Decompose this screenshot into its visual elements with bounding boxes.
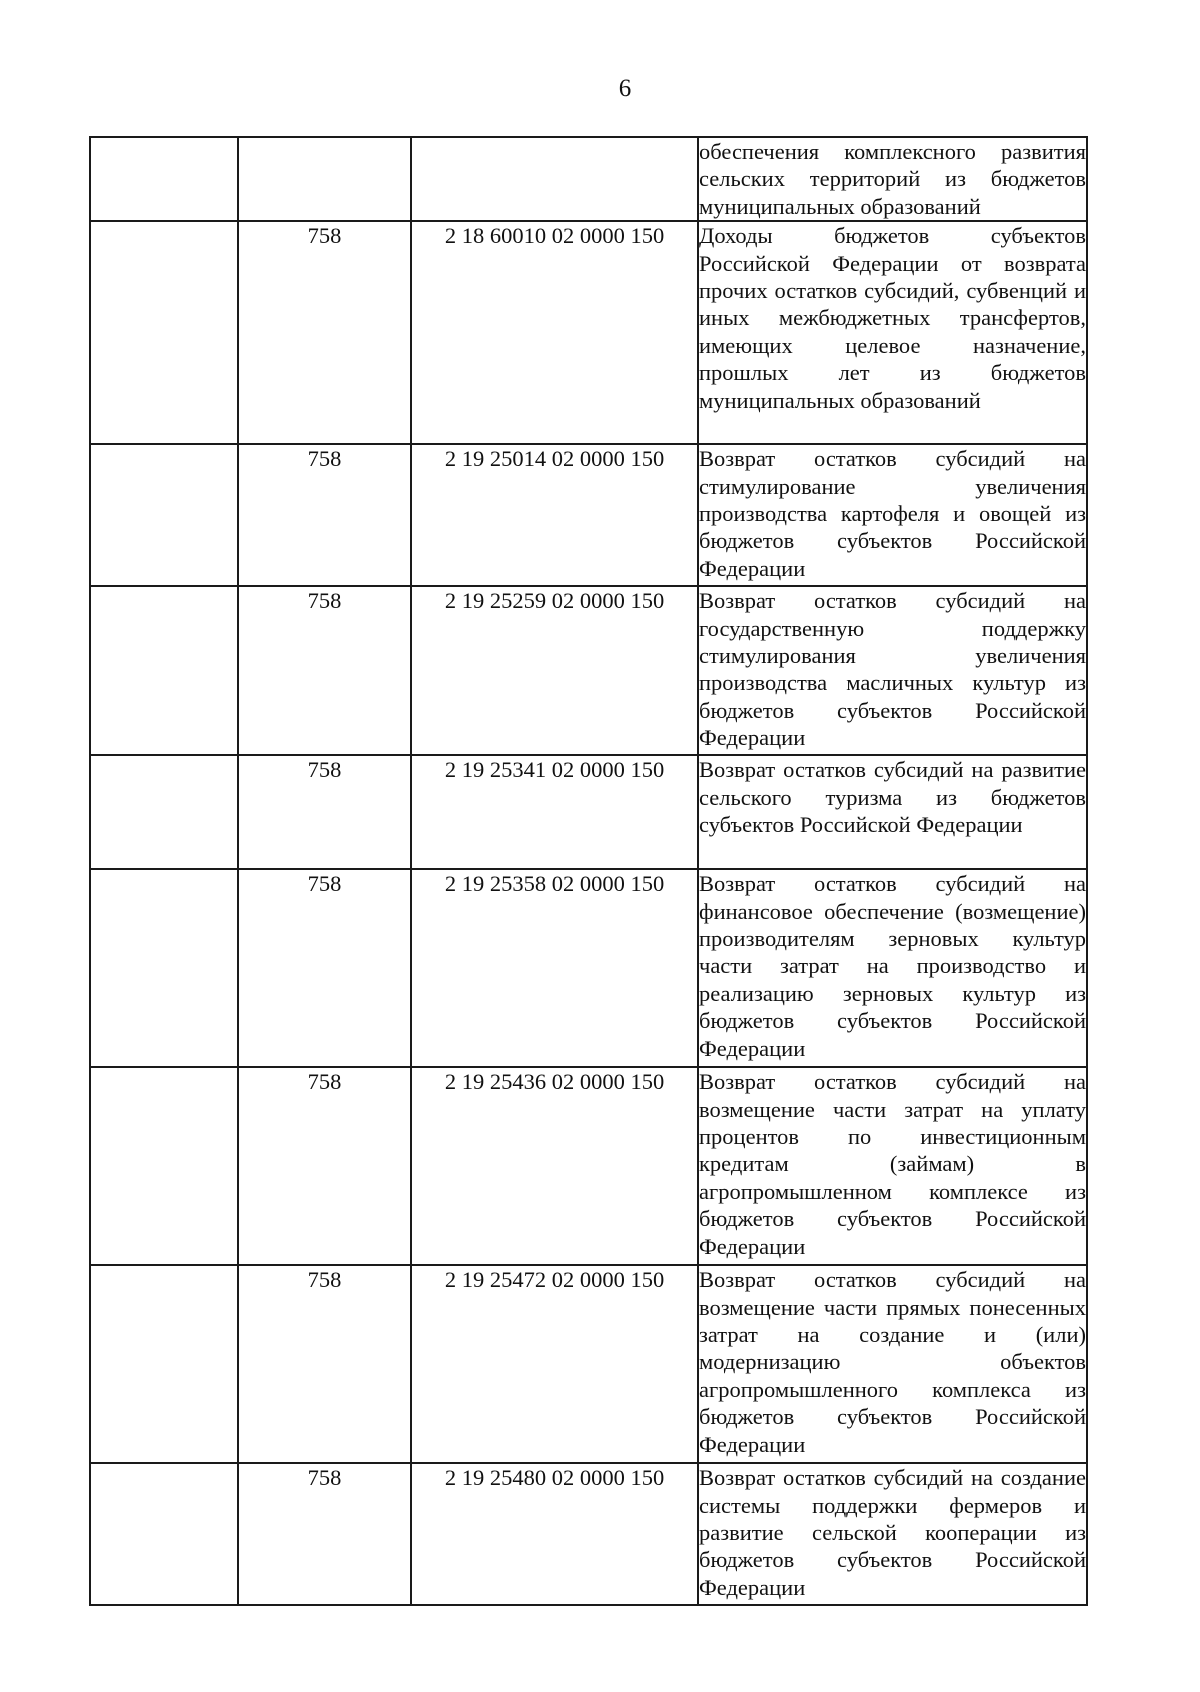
description-cell: обеспечения комплексного развития сельских территорий из бюджетов муниципальных образований	[698, 137, 1087, 221]
admin-code-cell	[238, 137, 411, 221]
empty-cell	[90, 755, 238, 869]
page-number: 6	[618, 75, 632, 102]
table-row	[90, 586, 1087, 755]
admin-code-cell: 758	[238, 869, 411, 1067]
admin-code-cell: 758	[238, 586, 411, 755]
table-row	[90, 1265, 1087, 1463]
table-row	[90, 1463, 1087, 1605]
admin-code-cell: 758	[238, 444, 411, 586]
empty-cell	[90, 1067, 238, 1265]
empty-cell	[90, 869, 238, 1067]
table-row	[90, 444, 1087, 586]
empty-cell	[90, 221, 238, 444]
budget-code-cell: 2 19 25472 02 0000 150	[411, 1265, 698, 1463]
description-cell: Возврат остатков субсидий на финансовое обеспечение (возмещение) производителям зерновых культур части затрат на производство и реализацию зерновых культур из бюджетов субъектов Российской Федерации	[698, 869, 1087, 1067]
table-row	[90, 1067, 1087, 1265]
budget-code-cell: 2 19 25014 02 0000 150	[411, 444, 698, 586]
budget-code-cell: 2 19 25341 02 0000 150	[411, 755, 698, 869]
description-cell: Возврат остатков субсидий на стимулирование увеличения производства картофеля и овощей из бюджетов субъектов Российской Федерации	[698, 444, 1087, 586]
table-row	[90, 137, 1087, 221]
description-cell: Возврат остатков субсидий на создание системы поддержки фермеров и развитие сельской кооперации из бюджетов субъектов Российской Федерации	[698, 1463, 1087, 1605]
budget-code-cell: 2 19 25358 02 0000 150	[411, 869, 698, 1067]
description-cell: Возврат остатков субсидий на государственную поддержку стимулирования увеличения производства масличных культур из бюджетов субъектов Российской Федерации	[698, 586, 1087, 755]
budget-revenue-table	[89, 136, 1088, 1606]
description-cell: Возврат остатков субсидий на развитие сельского туризма из бюджетов субъектов Российской Федерации	[698, 755, 1087, 869]
empty-cell	[90, 137, 238, 221]
empty-cell	[90, 444, 238, 586]
table-row	[90, 755, 1087, 869]
budget-code-cell: 2 19 25436 02 0000 150	[411, 1067, 698, 1265]
empty-cell	[90, 1463, 238, 1605]
description-cell: Возврат остатков субсидий на возмещение части прямых понесенных затрат на создание и (или) модернизацию объектов агропромышленного комплекса из бюджетов субъектов Российской Федерации	[698, 1265, 1087, 1463]
budget-code-cell: 2 18 60010 02 0000 150	[411, 221, 698, 444]
budget-code-cell: 2 19 25480 02 0000 150	[411, 1463, 698, 1605]
description-cell: Возврат остатков субсидий на возмещение части затрат на уплату процентов по инвестиционным кредитам (займам) в агропромышленном комплексе из бюджетов субъектов Российской Федерации	[698, 1067, 1087, 1265]
empty-cell	[90, 586, 238, 755]
admin-code-cell: 758	[238, 1463, 411, 1605]
budget-code-cell: 2 19 25259 02 0000 150	[411, 586, 698, 755]
budget-code-cell	[411, 137, 698, 221]
table-row	[90, 869, 1087, 1067]
admin-code-cell: 758	[238, 755, 411, 869]
admin-code-cell: 758	[238, 221, 411, 444]
admin-code-cell: 758	[238, 1265, 411, 1463]
table-row	[90, 221, 1087, 444]
description-cell: Доходы бюджетов субъектов Российской Федерации от возврата прочих остатков субсидий, субвенций и иных межбюджетных трансфертов, имеющих целевое назначение, прошлых лет из бюджетов муниципальных образований	[698, 221, 1087, 444]
empty-cell	[90, 1265, 238, 1463]
admin-code-cell: 758	[238, 1067, 411, 1265]
